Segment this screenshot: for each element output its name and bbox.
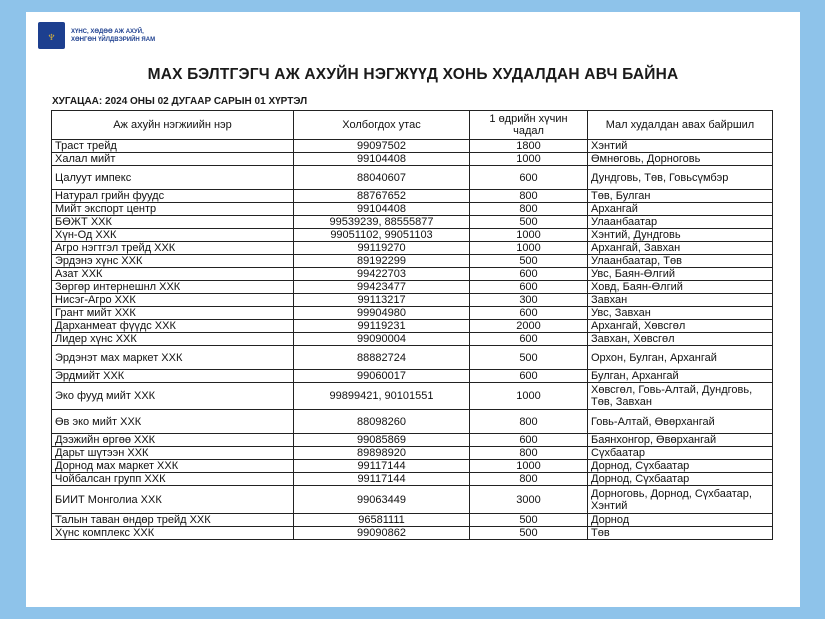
ministry-name-line1: ХҮНС, ХӨДӨӨ АЖ АХУЙ, (71, 28, 144, 35)
column-header-phone: Холбогдох утас (294, 111, 470, 140)
company-name-cell: БӨЖТ ХХК (52, 216, 294, 229)
phone-cell: 99085869 (294, 434, 470, 447)
table-row (52, 203, 773, 216)
table-row (52, 294, 773, 307)
location-cell: Хэнтий (588, 140, 773, 153)
column-header-name: Аж ахуйн нэгжиийн нэр (52, 111, 294, 140)
company-name-cell: Эрдмийт ХХК (52, 370, 294, 383)
location-cell: Дорнод, Сүхбаатар (588, 460, 773, 473)
column-header-location: Мал худалдан авах байршил (588, 111, 773, 140)
phone-cell: 99104408 (294, 203, 470, 216)
table-row (52, 333, 773, 346)
capacity-cell: 300 (470, 294, 588, 307)
capacity-cell: 1800 (470, 140, 588, 153)
company-name-cell: Азат ХХК (52, 268, 294, 281)
company-name-cell: Талын таван өндөр трейд ХХК (52, 514, 294, 527)
company-name-cell: Траст трейд (52, 140, 294, 153)
phone-cell: 88098260 (294, 410, 470, 434)
company-name-cell: Лидер хүнс ХХК (52, 333, 294, 346)
location-cell: Улаанбаатар, Төв (588, 255, 773, 268)
company-name-cell: Цалуут импекс (52, 166, 294, 190)
table-row (52, 140, 773, 153)
phone-cell: 99090004 (294, 333, 470, 346)
phone-cell: 96581111 (294, 514, 470, 527)
ministry-name (71, 28, 155, 44)
location-cell: Завхан (588, 294, 773, 307)
phone-cell: 99051102, 99051103 (294, 229, 470, 242)
location-cell: Завхан, Хөвсгөл (588, 333, 773, 346)
phone-cell: 99423477 (294, 281, 470, 294)
capacity-cell: 1000 (470, 242, 588, 255)
capacity-cell: 3000 (470, 486, 588, 514)
company-name-cell: Дарханмеат фүүдс ХХК (52, 320, 294, 333)
capacity-cell: 600 (470, 333, 588, 346)
company-name-cell: БИИТ Монголиа ХХК (52, 486, 294, 514)
location-cell: Говь-Алтай, Өвөрхангай (588, 410, 773, 434)
company-name-cell: Өв эко мийт ХХК (52, 410, 294, 434)
column-header-capacity: 1 өдрийн хүчин чадал (470, 111, 588, 140)
company-name-cell: Чойбалсан групп ХХК (52, 473, 294, 486)
table-row (52, 447, 773, 460)
table-row (52, 410, 773, 434)
capacity-cell: 2000 (470, 320, 588, 333)
capacity-cell: 500 (470, 527, 588, 540)
phone-cell: 99097502 (294, 140, 470, 153)
company-name-cell: Мийт экспорт центр (52, 203, 294, 216)
location-cell: Дорноговь, Дорнод, Сүхбаатар, Хэнтий (588, 486, 773, 514)
table-row (52, 434, 773, 447)
phone-cell: 99113217 (294, 294, 470, 307)
company-name-cell: Нисэг-Агро ХХК (52, 294, 294, 307)
capacity-cell: 1000 (470, 383, 588, 410)
table-row (52, 216, 773, 229)
table-row (52, 514, 773, 527)
phone-cell: 99063449 (294, 486, 470, 514)
location-cell: Төв (588, 527, 773, 540)
capacity-cell: 600 (470, 166, 588, 190)
company-name-cell: Агро нэгтгэл трейд ХХК (52, 242, 294, 255)
capacity-cell: 800 (470, 190, 588, 203)
table-row (52, 229, 773, 242)
table-header-row (52, 111, 773, 140)
table-row (52, 346, 773, 370)
table-row (52, 255, 773, 268)
table-row (52, 527, 773, 540)
capacity-cell: 500 (470, 255, 588, 268)
company-name-cell: Дээжийн өргөө ХХК (52, 434, 294, 447)
capacity-cell: 500 (470, 514, 588, 527)
company-name-cell: Халал мийт (52, 153, 294, 166)
capacity-cell: 1000 (470, 460, 588, 473)
location-cell: Дорнод (588, 514, 773, 527)
phone-cell: 99899421, 90101551 (294, 383, 470, 410)
slide (26, 12, 800, 607)
table-row (52, 460, 773, 473)
location-cell: Сүхбаатар (588, 447, 773, 460)
capacity-cell: 1000 (470, 229, 588, 242)
company-name-cell: Грант мийт ХХК (52, 307, 294, 320)
table-row (52, 242, 773, 255)
phone-cell: 99119270 (294, 242, 470, 255)
table-row (52, 486, 773, 514)
phone-cell: 99117144 (294, 473, 470, 486)
phone-cell: 99119231 (294, 320, 470, 333)
location-cell: Өмнөговь, Дорноговь (588, 153, 773, 166)
capacity-cell: 500 (470, 346, 588, 370)
location-cell: Увс, Баян-Өлгий (588, 268, 773, 281)
table-body (52, 140, 773, 540)
location-cell: Булган, Архангай (588, 370, 773, 383)
capacity-cell: 600 (470, 370, 588, 383)
phone-cell: 99904980 (294, 307, 470, 320)
table-row (52, 166, 773, 190)
table-row (52, 473, 773, 486)
table-row (52, 370, 773, 383)
capacity-cell: 800 (470, 447, 588, 460)
capacity-cell: 600 (470, 434, 588, 447)
company-name-cell: Дорнод мах маркет ХХК (52, 460, 294, 473)
location-cell: Архангай, Завхан (588, 242, 773, 255)
location-cell: Баянхонгор, Өвөрхангай (588, 434, 773, 447)
phone-cell: 99422703 (294, 268, 470, 281)
location-cell: Дорнод, Сүхбаатар (588, 473, 773, 486)
table-row (52, 281, 773, 294)
table-row (52, 153, 773, 166)
location-cell: Дундговь, Төв, Говьсүмбэр (588, 166, 773, 190)
capacity-cell: 1000 (470, 153, 588, 166)
location-cell: Увс, Завхан (588, 307, 773, 320)
companies-table (51, 110, 773, 540)
company-name-cell: Эрдэнэ хүнс ХХК (52, 255, 294, 268)
company-name-cell: Эрдэнэт мах маркет ХХК (52, 346, 294, 370)
location-cell: Архангай (588, 203, 773, 216)
capacity-cell: 600 (470, 281, 588, 294)
ministry-logo (38, 22, 155, 49)
company-name-cell: Эко фууд мийт ХХК (52, 383, 294, 410)
phone-cell: 99117144 (294, 460, 470, 473)
company-name-cell: Натурал грийн фуудс (52, 190, 294, 203)
location-cell: Хөвсгөл, Говь-Алтай, Дундговь, Төв, Завхан (588, 383, 773, 410)
phone-cell: 88767652 (294, 190, 470, 203)
location-cell: Архангай, Хөвсгөл (588, 320, 773, 333)
location-cell: Төв, Булган (588, 190, 773, 203)
capacity-cell: 600 (470, 268, 588, 281)
phone-cell: 89192299 (294, 255, 470, 268)
table-row (52, 268, 773, 281)
capacity-cell: 600 (470, 307, 588, 320)
capacity-cell: 800 (470, 203, 588, 216)
location-cell: Хэнтий, Дундговь (588, 229, 773, 242)
table-row (52, 307, 773, 320)
phone-cell: 88882724 (294, 346, 470, 370)
phone-cell: 88040607 (294, 166, 470, 190)
table-row (52, 320, 773, 333)
deadline-text: ХУГАЦАА: 2024 ОНЫ 02 ДУГААР САРЫН 01 ХҮРТЭЛ (52, 96, 308, 107)
soyombo-emblem-icon: ♆ (38, 22, 65, 49)
company-name-cell: Дарьт шүтээн ХХК (52, 447, 294, 460)
location-cell: Улаанбаатар (588, 216, 773, 229)
phone-cell: 99539239, 88555877 (294, 216, 470, 229)
company-name-cell: Хүнс комплекс ХХК (52, 527, 294, 540)
phone-cell: 89898920 (294, 447, 470, 460)
location-cell: Орхон, Булган, Архангай (588, 346, 773, 370)
phone-cell: 99090862 (294, 527, 470, 540)
phone-cell: 99104408 (294, 153, 470, 166)
company-name-cell: Зөргөр интернешнл ХХК (52, 281, 294, 294)
capacity-cell: 800 (470, 473, 588, 486)
capacity-cell: 500 (470, 216, 588, 229)
phone-cell: 99060017 (294, 370, 470, 383)
ministry-name-line2: ХӨНГӨН ҮЙЛДВЭРИЙН ЯАМ (71, 36, 156, 43)
table-row (52, 383, 773, 410)
company-name-cell: Хүн-Од ХХК (52, 229, 294, 242)
page-title: МАХ БЭЛТГЭГЧ АЖ АХУЙН НЭГЖҮҮД ХОНЬ ХУДАЛДАН АВЧ БАЙНА (147, 66, 679, 83)
table-row (52, 190, 773, 203)
location-cell: Ховд, Баян-Өлгий (588, 281, 773, 294)
capacity-cell: 800 (470, 410, 588, 434)
